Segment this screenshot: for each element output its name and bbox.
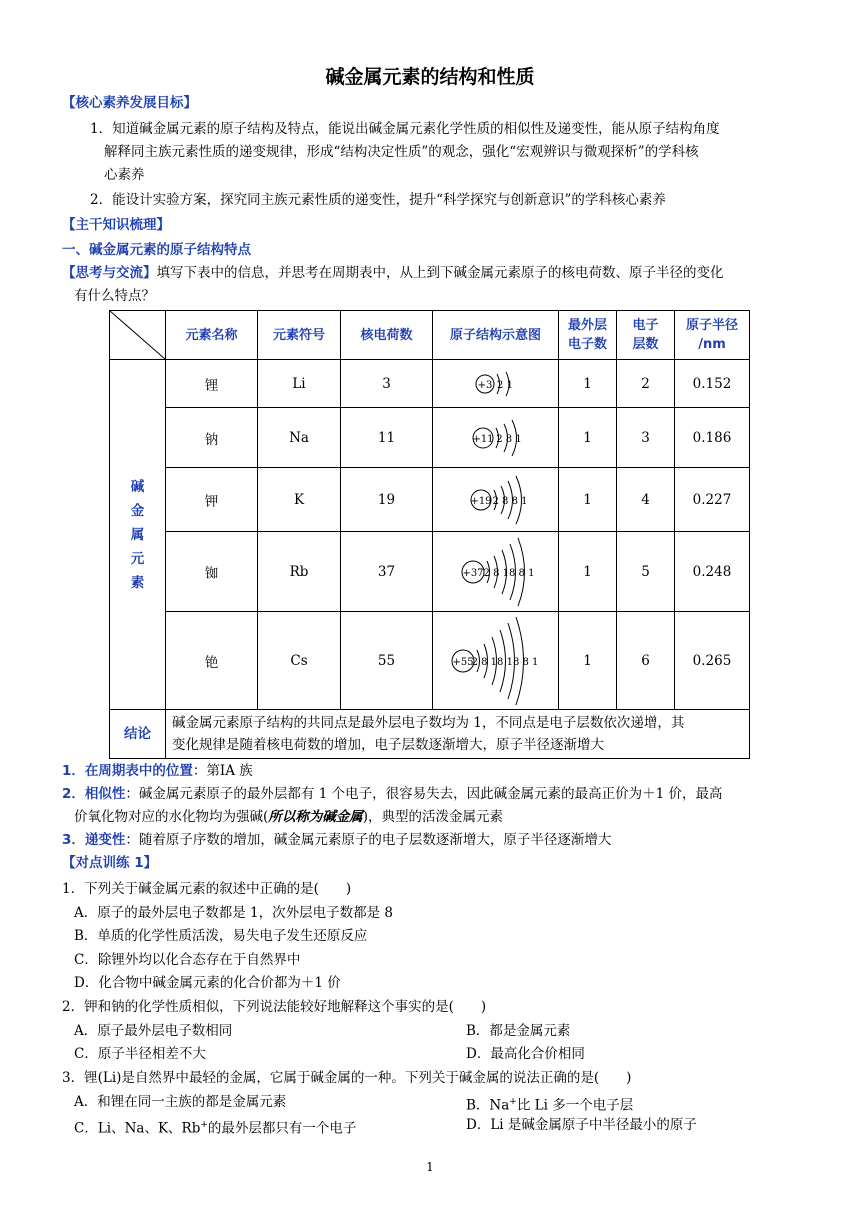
cell-name: 钠 bbox=[166, 408, 258, 468]
point-3 bbox=[62, 829, 611, 851]
cell-diagram bbox=[433, 468, 559, 532]
think-prompt-line-2: 有什么特点？ bbox=[74, 288, 155, 304]
table-row bbox=[110, 468, 750, 532]
cell-outer: 1 bbox=[559, 532, 617, 612]
table-row bbox=[110, 532, 750, 612]
table-row bbox=[110, 360, 750, 408]
cell-outer: 1 bbox=[559, 468, 617, 532]
table-row bbox=[110, 408, 750, 468]
question-3: 3．锂(Li)是自然界中最轻的金属，它属于碱金属的一种。下列关于碱金属的说法正确的是( ) bbox=[62, 1070, 632, 1086]
cell-outer: 1 bbox=[559, 408, 617, 468]
cell-layers: 6 bbox=[617, 612, 675, 710]
option-c-text-a: C．Li、Na、K、Rb bbox=[74, 1120, 201, 1137]
conclusion-label: 结论 bbox=[110, 710, 166, 759]
cell-layers: 5 bbox=[617, 532, 675, 612]
point-2-text: ：碱金属元素原子的最外层都有 1 个电子，很容易失去，因此碱金属元素的最高正价为＋1 价，最高 bbox=[125, 786, 723, 802]
option-b-text-a: B．Na bbox=[466, 1097, 510, 1114]
cell-charge: 55 bbox=[341, 612, 433, 710]
goal-1-line-3: 心素养 bbox=[104, 167, 145, 183]
cell-symbol: Rb bbox=[258, 532, 341, 612]
atom-diagram-rb bbox=[433, 533, 558, 611]
nucleus-charge: +37 bbox=[462, 567, 484, 579]
atom-diagram-cs bbox=[433, 613, 558, 709]
nucleus-charge: +11 bbox=[472, 433, 494, 445]
cell-name: 钾 bbox=[166, 468, 258, 532]
header-radius-line-1: 原子半径 bbox=[685, 318, 738, 333]
cell-layers: 2 bbox=[617, 360, 675, 408]
cell-name: 铯 bbox=[166, 612, 258, 710]
nucleus-charge: +55 bbox=[452, 656, 474, 668]
cell-radius: 0.186 bbox=[675, 408, 750, 468]
cell-symbol: Na bbox=[258, 408, 341, 468]
question-1-option-d: D．化合物中碱金属元素的化合价都为＋1 价 bbox=[74, 975, 341, 991]
header-outer-electrons bbox=[559, 311, 617, 360]
header-element-name: 元素名称 bbox=[166, 311, 258, 360]
point-1 bbox=[62, 760, 253, 782]
section-goals-heading: 【核心素养发展目标】 bbox=[62, 95, 197, 111]
group-char: 元 bbox=[130, 550, 145, 567]
point-1-label: 1．在周期表中的位置 bbox=[62, 763, 193, 779]
goal-2: 2．能设计实验方案，探究同主族元素性质的递变性，提升“科学探究与创新意识”的学科核心素养 bbox=[90, 192, 666, 208]
header-outer-line-1: 最外层 bbox=[567, 318, 607, 333]
point-3-label: 3．递变性 bbox=[62, 832, 126, 848]
question-2-option-a: A．原子最外层电子数相同 bbox=[74, 1023, 233, 1039]
question-3-option-a: A．和锂在同一主族的都是金属元素 bbox=[74, 1094, 287, 1110]
header-nuclear-charge: 核电荷数 bbox=[341, 311, 433, 360]
conclusion-line-2: 变化规律是随着核电荷数的增加，电子层数逐渐增大，原子半径逐渐增大 bbox=[172, 737, 604, 753]
group-char: 属 bbox=[130, 526, 145, 543]
question-1-option-a: A．原子的最外层电子数都是 1，次外层电子数都是 8 bbox=[74, 905, 394, 921]
shell-electrons: 2 8 1 bbox=[496, 433, 522, 445]
question-3-option-d: D．Li 是碱金属原子中半径最小的原子 bbox=[466, 1117, 697, 1133]
header-structure-diagram: 原子结构示意图 bbox=[433, 311, 559, 360]
table-header-row bbox=[110, 311, 750, 360]
atom-diagram-na bbox=[433, 409, 558, 467]
question-2-option-d: D．最高化合价相同 bbox=[466, 1046, 585, 1062]
goal-1-line-1: 1．知道碱金属元素的原子结构及特点，能说出碱金属元素化学性质的相似性及递变性，能从原子结构角度 bbox=[90, 121, 720, 137]
conclusion-row bbox=[110, 710, 750, 759]
atom-diagram-li bbox=[433, 361, 558, 407]
conclusion-line-1: 碱金属元素原子结构的共同点是最外层电子数均为 1，不同点是电子层数依次递增，其 bbox=[172, 715, 685, 731]
think-label: 【思考与交流】 bbox=[62, 265, 157, 281]
group-label-cell bbox=[110, 360, 166, 710]
conclusion-text bbox=[166, 710, 750, 759]
page-number: 1 bbox=[426, 1160, 434, 1174]
point-3-text: ：随着原子序数的增加，碱金属元素原子的电子层数逐渐增大，原子半径逐渐增大 bbox=[125, 832, 612, 848]
cell-name: 铷 bbox=[166, 532, 258, 612]
group-char: 碱 bbox=[130, 478, 145, 495]
table-row bbox=[110, 612, 750, 710]
option-c-text-b: 的最外层都只有一个电子 bbox=[207, 1120, 357, 1137]
subsection-1-heading: 一、碱金属元素的原子结构特点 bbox=[62, 242, 251, 258]
option-b-superscript: + bbox=[509, 1097, 517, 1107]
cell-radius: 0.265 bbox=[675, 612, 750, 710]
point-2-line-2 bbox=[74, 806, 503, 828]
cell-outer: 1 bbox=[559, 612, 617, 710]
page-title: 碱金属元素的结构和性质 bbox=[325, 66, 535, 88]
question-1: 1．下列关于碱金属元素的叙述中正确的是( ) bbox=[62, 881, 352, 897]
alkali-metal-table bbox=[109, 310, 750, 759]
cell-diagram bbox=[433, 360, 559, 408]
cell-outer: 1 bbox=[559, 360, 617, 408]
cell-radius: 0.152 bbox=[675, 360, 750, 408]
section-training-heading: 【对点训练 1】 bbox=[62, 855, 158, 871]
cell-radius: 0.227 bbox=[675, 468, 750, 532]
shell-electrons: 2 8 8 1 bbox=[492, 495, 528, 507]
header-layers-line-1: 电子 bbox=[632, 318, 659, 333]
question-3-option-c bbox=[74, 1114, 356, 1140]
cell-charge: 19 bbox=[341, 468, 433, 532]
point-2-label: 2．相似性 bbox=[62, 786, 126, 802]
cell-diagram bbox=[433, 408, 559, 468]
point-2-emphasis: 所以称为碱金属 bbox=[268, 809, 363, 825]
header-layers-line-2: 层数 bbox=[632, 337, 659, 352]
cell-radius: 0.248 bbox=[675, 532, 750, 612]
cell-symbol: Li bbox=[258, 360, 341, 408]
header-diagonal-cell bbox=[110, 311, 166, 360]
think-prompt-line-1 bbox=[62, 262, 724, 284]
shell-electrons: 2 8 18 8 1 bbox=[483, 567, 535, 579]
cell-layers: 4 bbox=[617, 468, 675, 532]
question-2: 2．钾和钠的化学性质相似，下列说法能较好地解释这个事实的是( ) bbox=[62, 999, 487, 1015]
nucleus-charge: +3 bbox=[477, 379, 493, 391]
think-text: 填写下表中的信息，并思考在周期表中，从上到下碱金属元素原子的核电荷数、原子半径的变化 bbox=[156, 265, 724, 281]
shell-electrons: 2 8 18 18 8 1 bbox=[471, 656, 539, 668]
header-outer-line-2: 电子数 bbox=[567, 337, 607, 352]
atom-diagram-k bbox=[433, 469, 558, 531]
section-main-heading: 【主干知识梳理】 bbox=[62, 217, 170, 233]
option-c-superscript: + bbox=[200, 1120, 208, 1130]
shell-electrons: 2 1 bbox=[497, 379, 513, 391]
point-2-line-1 bbox=[62, 783, 722, 805]
point-1-text: ：第IA 族 bbox=[192, 763, 253, 779]
diagonal-line bbox=[110, 311, 165, 359]
question-1-option-c: C．除锂外均以化合态存在于自然界中 bbox=[74, 952, 301, 968]
question-1-option-b: B．单质的化学性质活泼，易失电子发生还原反应 bbox=[74, 928, 368, 944]
cell-diagram bbox=[433, 612, 559, 710]
group-char: 金 bbox=[130, 502, 145, 519]
header-radius-line-2: /nm bbox=[698, 337, 726, 352]
cell-charge: 37 bbox=[341, 532, 433, 612]
cell-symbol: K bbox=[258, 468, 341, 532]
header-atomic-radius bbox=[675, 311, 750, 360]
cell-name: 锂 bbox=[166, 360, 258, 408]
nucleus-charge: +19 bbox=[470, 495, 492, 507]
cell-charge: 3 bbox=[341, 360, 433, 408]
cell-layers: 3 bbox=[617, 408, 675, 468]
option-b-text-b: 比 Li 多一个电子层 bbox=[516, 1097, 634, 1114]
question-2-option-b: B．都是金属元素 bbox=[466, 1023, 571, 1039]
header-element-symbol: 元素符号 bbox=[258, 311, 341, 360]
goal-1-line-2: 解释同主族元素性质的递变规律，形成“结构决定性质”的观念，强化“宏观辨识与微观探析”的学科核 bbox=[104, 144, 699, 160]
point-2-text-a: 价氧化物对应的水化物均为强碱( bbox=[74, 809, 269, 825]
header-shell-count bbox=[617, 311, 675, 360]
cell-charge: 11 bbox=[341, 408, 433, 468]
point-2-text-b: )，典型的活泼金属元素 bbox=[362, 809, 504, 825]
cell-symbol: Cs bbox=[258, 612, 341, 710]
cell-diagram bbox=[433, 532, 559, 612]
group-char: 素 bbox=[130, 574, 145, 591]
question-3-option-b bbox=[466, 1091, 633, 1117]
question-2-option-c: C．原子半径相差不大 bbox=[74, 1046, 206, 1062]
